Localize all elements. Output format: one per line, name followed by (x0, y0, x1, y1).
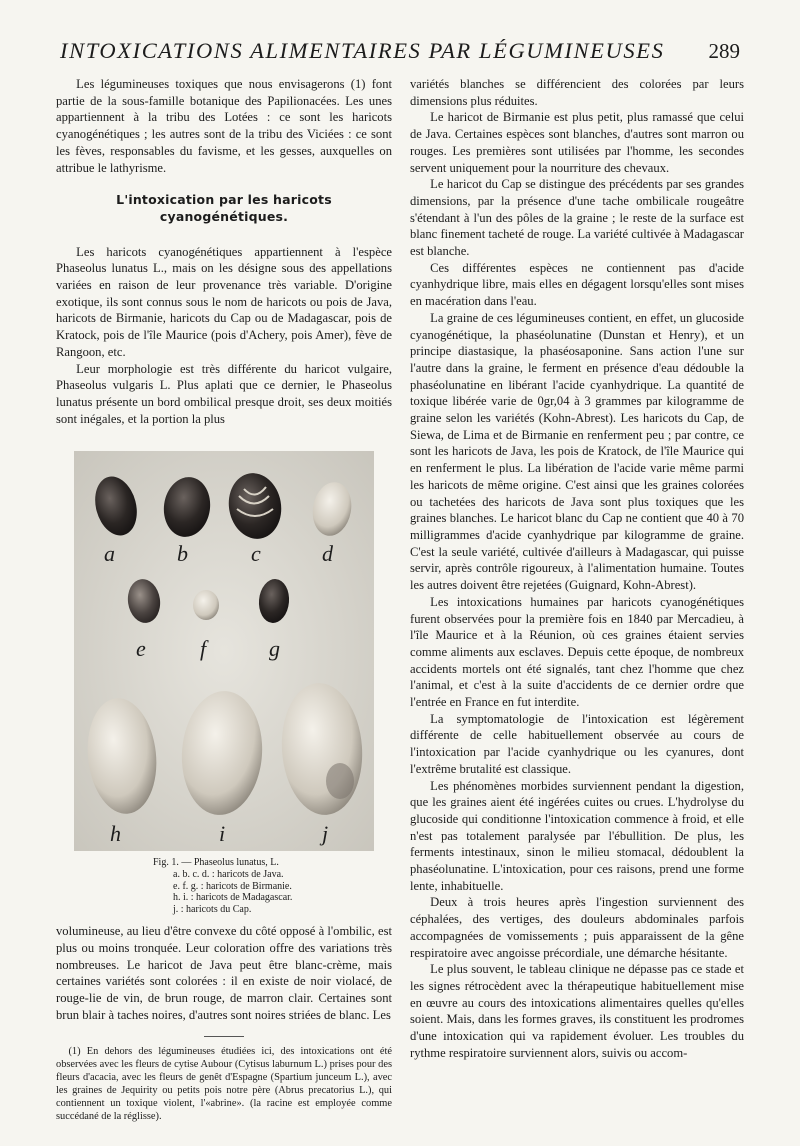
right-column (410, 76, 744, 1061)
paragraph: variétés blanches se différencient des colorées par leurs dimensions plus réduites. (410, 77, 744, 108)
label-f: f (200, 636, 207, 662)
section-heading: L'intoxication par les haricots cyanogénétiques. (116, 192, 332, 224)
paragraph: Les légumineuses toxiques que nous envisagerons (1) font partie de la sous-famille botanique des Papilionacées. Les unes appartiennent à la tribu des Lotées : ce sont les haricots cyanogénétiques ; les autres sont de la tribu des Viciées : ce sont les fèves, responsables du favisme, et les gesses, auxquelles on attribue le lathyrisme. (56, 77, 392, 175)
paragraph: Le haricot du Cap se distingue des précédents par ses grandes dimensions, par la présence d'une tache ombilicale rougeâtre s'étendant à l'un des pôles de la graine ; le reste de la surface est blanc finement tacheté de rouge. La variété cultivée à Madagascar est blanche. (410, 177, 744, 259)
bean-f (193, 590, 219, 620)
caption-line: a. b. c. d. : haricots de Java. (173, 868, 284, 880)
bean-photo-svg (74, 451, 374, 851)
paragraph: Les phénomènes morbides surviennent pendant la digestion, que les graines aient été ingérées cuites ou crues. L'hydrolyse du glucoside qui conditionne l'intoxication commence à froid, et elle n'est pas totalement paralysée par l'ébullition. De plus, les ferments intestinaux, sinon le milieu stomacal, dédoublent la phaséolunatine. L'intoxication, pour ces raisons, prend une forme lente, inhabituelle. (410, 778, 744, 893)
paragraph: La symptomatologie de l'intoxication est légèrement différente de celle habituellement observée au cours de l'intoxication par l'acide cyanhydrique ou les cyanures, dont l'extrême brutalité est classique. (410, 711, 744, 776)
caption-line: e. f. g. : haricots de Birmanie. (173, 880, 292, 892)
page-number: 289 (708, 39, 740, 63)
label-e: e (136, 636, 146, 662)
paragraph: Les intoxications humaines par haricots cyanogénétiques furent observées pour la première fois en 1840 par Mercadieu, à l'île Maurice et à la Réunion, où ces graines étaient servies comme aliments aux esclaves. Depuis cette époque, de nombreux accidents mortels ont été signalés, tant chez l'homme que chez l'animal, et c'est à la suite d'accidents de ce dernier ordre que l'entrée en France en fut interdite. (410, 594, 744, 710)
paragraph: Deux à trois heures après l'ingestion surviennent des céphalées, des vertiges, des douleurs abdominales parfois accompagnées de vomissements ; puis apparaissent de la gêne respiratoire avec angoisse précordiale, une démarche hésitante. (410, 895, 744, 960)
paragraph: Leur morphologie est très différente du haricot vulgaire, Phaseolus vulgaris L. Plus aplati que ce dernier, le Phaseolus lunatus présente un bord ombilical presque droit, ses deux moitiés sont inégales, et la portion la plus (56, 361, 392, 426)
paragraph: volumineuse, au lieu d'être convexe du côté opposé à l'ombilic, est plus ou moins tronquée. Leur coloration offre des variations très nombreuses. Le haricot de Java peut être blanc-crème, mais certaines variétés sont colorées : il en existe de noir violacé, de rouge-lie de vin, de brun rouge, de marron clair. Certaines sont brun blair à taches noires, d'autres sont noires striées de blanc. Les (56, 924, 392, 1022)
label-d: d (322, 541, 333, 567)
label-a: a (104, 541, 115, 567)
footnote-divider (204, 1036, 244, 1037)
bean-photograph (74, 451, 374, 851)
page-title: INTOXICATIONS ALIMENTAIRES PAR LÉGUMINEUSES (60, 38, 665, 63)
label-b: b (177, 541, 188, 567)
running-head (60, 38, 740, 64)
label-i: i (219, 821, 226, 847)
paragraph: Ces différentes espèces ne contiennent pas d'acide cyanhydrique libre, mais elles en dégagent lorsqu'elles sont mises en macération dans l'eau. (410, 260, 744, 309)
figure-caption (153, 857, 392, 915)
paragraph: Le haricot de Birmanie est plus petit, plus ramassé que celui de Java. Certaines espèces sont blanches, d'autres sont marron ou rouges. Les premières sont utilisées par l'homme, les secondes servent uniquement pour la nourriture des chevaux. (410, 110, 744, 175)
paragraph: La graine de ces légumineuses contient, en effet, un glucoside cyanogénétique, la phaséolunatine (Dunstan et Henry), et un principe diastasique, la phaséosaponine. Sans action l'une sur l'autre dans la graine, le ferment en présence d'eau dédouble la phaséolunatine en libérant l'acide cyanhydrique. La quantité de toxique libérée varie de 0gr,04 à 3 grammes par kilogramme de graine selon les variétés (Kohn-Abrest). Les haricots du Cap, de Siewa, de Lima et de Birmanie en renferment peu ; par contre, ce sont les haricots de Java, les pois de Kratock, de l'île Maurice qui en renferment le plus. La libération de l'acide varie même parmi les haricots de même origine. C'est ainsi que les graines colorées ou tachetées des haricots de Java sont plus toxiques que les graines blanches. Le haricot blanc du Cap ne contient que 40 à 70 milligrammes d'acide cyanhydrique par kilogramme de graine. C'est la seule variété, cultivée d'ailleurs à Madagascar, qui puisse servir, après contrôle rigoureux, à l'alimentation humaine. Toutes les autres doivent être rejetées (Guignard, Kohn-Abrest). (410, 310, 744, 593)
label-g: g (269, 636, 280, 662)
label-h: h (110, 821, 121, 847)
label-c: c (251, 541, 261, 567)
paragraph: Les haricots cyanogénétiques appartiennent à l'espèce Phaseolus lunatus L., mais on les désigne sous des appellations variées en raison de leur provenance très variable. D'origine exotique, ils sont connus sous le nom de haricots ou pois de Java, haricots de Birmanie, haricots du Cap ou de Madagascar, pois de Kratock, pois de l'île Maurice (pois d'Achery, pois Amer), fève de Rangoon, etc. (56, 244, 392, 359)
caption-line: Fig. 1. — Phaseolus lunatus, L. (153, 857, 279, 869)
paragraph: Le plus souvent, le tableau clinique ne dépasse pas ce stade et les signes rétrocèdent avec la thérapeutique habituellement mise en œuvre au cours des intoxications alimentaires quelles qu'elles soient. Mais, dans les formes graves, ils constituent les prodromes d'une intoxication qui va rapidement évoluer. Les troubles du rythme respiratoire surviennent alors, suivis ou accom- (410, 962, 744, 1060)
label-j: j (322, 821, 329, 847)
caption-line: j. : haricots du Cap. (173, 903, 252, 915)
caption-line: h. i. : haricots de Madagascar. (173, 892, 293, 904)
left-column (56, 76, 392, 1123)
footnote: (1) En dehors des légumineuses étudiées ici, des intoxications ont été observées avec les fleurs de cytise Aubour (Cytisus laburnum L.) prises pour des fleurs d'acacia, avec les fleurs de genêt d'Espagne (Spartium junceum L.), avec les graines de Jequirity ou petits pois notre père (Abrus precatorius L.), qui contiennent un toxique violent, l'«abrine». (la racine est employée comme succédané de la réglisse). (56, 1045, 392, 1122)
